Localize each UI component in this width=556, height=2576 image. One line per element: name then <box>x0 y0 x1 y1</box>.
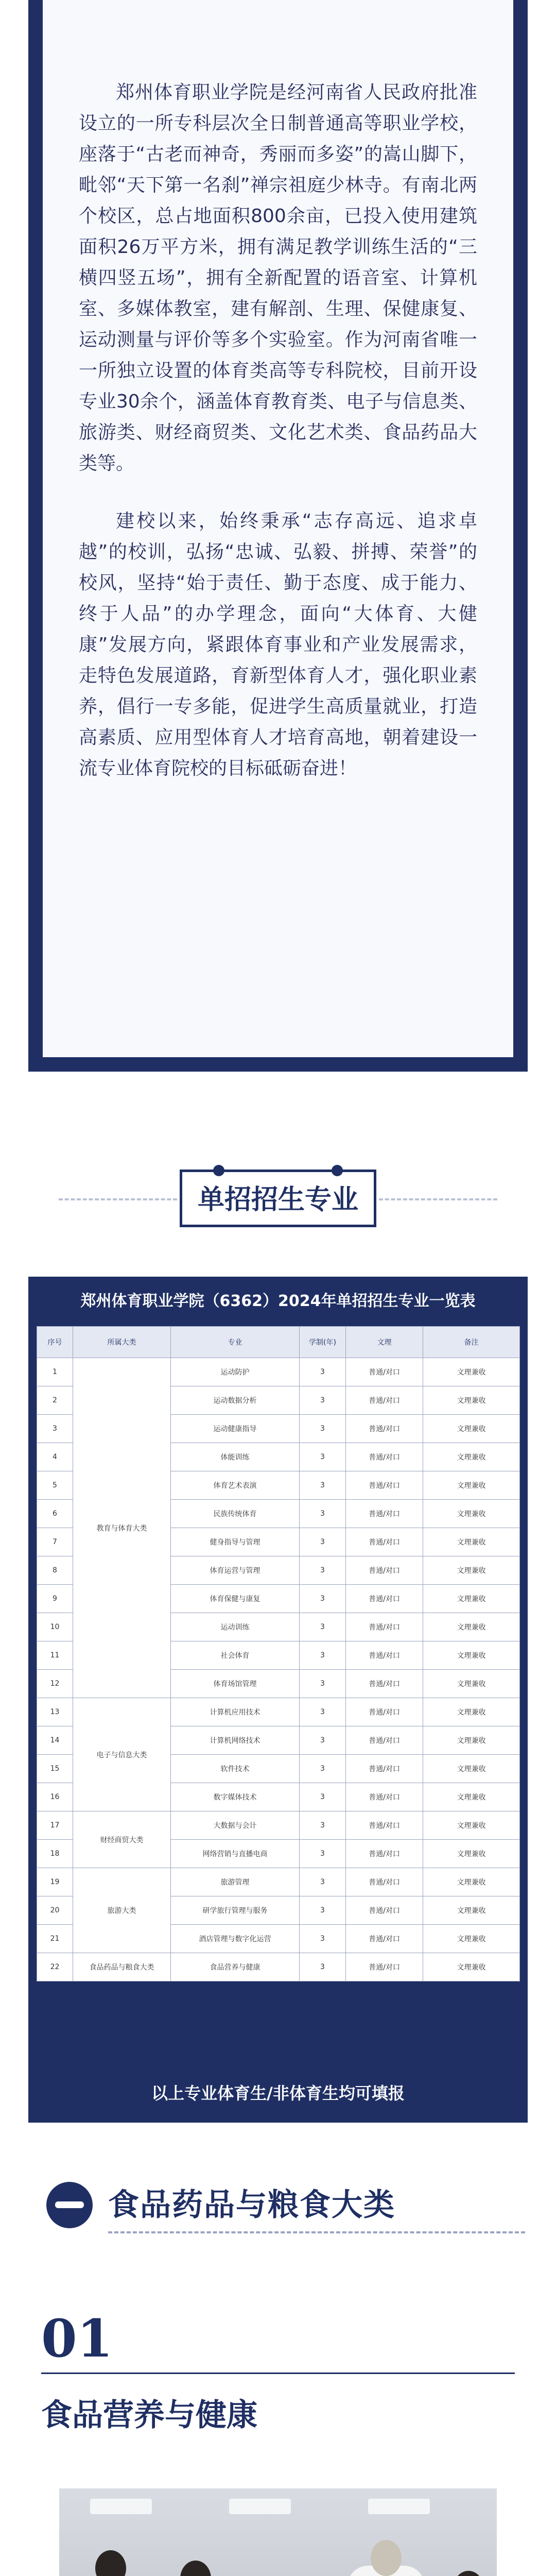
study-years: 3 <box>300 1698 346 1726</box>
study-years: 3 <box>300 1415 346 1443</box>
remark: 文理兼收 <box>423 1386 520 1415</box>
remark: 文理兼收 <box>423 1556 520 1585</box>
row-number: 13 <box>37 1698 73 1726</box>
major-name: 体育场馆管理 <box>171 1670 300 1698</box>
study-years: 3 <box>300 1755 346 1783</box>
study-years: 3 <box>300 1528 346 1556</box>
exam-type: 普通/对口 <box>346 1415 423 1443</box>
table-footer: 以上专业体育生/非体育生均可填报 <box>151 2083 405 2103</box>
student-head <box>95 2550 126 2576</box>
category-title: 食品药品与粮食大类 <box>108 2187 395 2223</box>
remark: 文理兼收 <box>423 1358 520 1386</box>
major-name: 数字媒体技术 <box>171 1783 300 1811</box>
exam-type: 普通/对口 <box>346 1386 423 1415</box>
major-table-frame <box>28 1277 528 2123</box>
major-name: 民族传统体育 <box>171 1500 300 1528</box>
table-row <box>37 1698 520 1726</box>
student-head <box>371 2540 402 2576</box>
row-number: 20 <box>37 1896 73 1925</box>
study-years: 3 <box>300 1443 346 1471</box>
row-number: 22 <box>37 1953 73 1981</box>
major-name: 计算机网络技术 <box>171 1726 300 1755</box>
ceiling-lamp <box>229 2499 291 2514</box>
major-name: 研学旅行管理与服务 <box>171 1896 300 1925</box>
table-body <box>37 1358 520 1981</box>
category-cell: 食品药品与粮食大类 <box>73 1953 171 1981</box>
study-years: 3 <box>300 1868 346 1896</box>
exam-type: 普通/对口 <box>346 1641 423 1670</box>
class-photo <box>59 2488 497 2576</box>
section-title-text: 单招招生专业 <box>197 1184 358 1215</box>
row-number: 6 <box>37 1500 73 1528</box>
row-number: 3 <box>37 1415 73 1443</box>
remark: 文理兼收 <box>423 1953 520 1981</box>
major-name: 健身指导与管理 <box>171 1528 300 1556</box>
col-header: 文理 <box>346 1327 423 1358</box>
study-years: 3 <box>300 1811 346 1840</box>
study-years: 3 <box>300 1896 346 1925</box>
study-years: 3 <box>300 1613 346 1641</box>
table-title: 郑州体育职业学院（6362）2024年单招招生专业一览表 <box>80 1292 476 1310</box>
category-header <box>31 2177 525 2239</box>
major-name: 食品营养与健康 <box>171 1953 300 1981</box>
intro-card <box>43 0 513 1057</box>
major-number: 01 <box>41 2308 113 2369</box>
category-divider <box>108 2231 525 2233</box>
intro-text <box>79 77 477 811</box>
exam-type: 普通/对口 <box>346 1500 423 1528</box>
major-name: 运动训练 <box>171 1613 300 1641</box>
col-header: 学制(年) <box>300 1327 346 1358</box>
remark: 文理兼收 <box>423 1868 520 1896</box>
ceiling-lamp <box>90 2499 152 2514</box>
remark: 文理兼收 <box>423 1755 520 1783</box>
section-title <box>180 1170 376 1227</box>
category-cell: 财经商贸大类 <box>73 1811 171 1868</box>
intro-frame <box>28 0 528 1072</box>
table-row <box>37 1811 520 1840</box>
study-years: 3 <box>300 1386 346 1415</box>
remark: 文理兼收 <box>423 1783 520 1811</box>
remark: 文理兼收 <box>423 1471 520 1500</box>
study-years: 3 <box>300 1840 346 1868</box>
major-name: 运动数据分析 <box>171 1386 300 1415</box>
remark: 文理兼收 <box>423 1896 520 1925</box>
minus-circle-icon <box>46 2182 93 2228</box>
table-row <box>37 1953 520 1981</box>
exam-type: 普通/对口 <box>346 1698 423 1726</box>
row-number: 11 <box>37 1641 73 1670</box>
study-years: 3 <box>300 1953 346 1981</box>
category-cell: 电子与信息大类 <box>73 1698 171 1811</box>
col-header: 专业 <box>171 1327 300 1358</box>
remark: 文理兼收 <box>423 1925 520 1953</box>
col-header: 所属大类 <box>73 1327 171 1358</box>
intro-paragraph-2: 建校以来，始终秉承“志存高远、追求卓越”的校训，弘扬“忠诚、弘毅、拼搏、荣誉”的校风，坚持“始于责任、勤于态度、成于能力、终于人品”的办学理念，面向“大体育、大健康”发展方向，紧跟体育事业和产业发展需求，走特色发展道路，育新型体育人才，强化职业素养，倡行一专多能，促进学生高质量就业，打造高素质、应用型体育人才培育高地，朝着建设一流专业体育院校的目标砥砺奋进！ <box>79 511 477 779</box>
major-name: 体能训练 <box>171 1443 300 1471</box>
category-cell: 旅游大类 <box>73 1868 171 1953</box>
row-number: 10 <box>37 1613 73 1641</box>
study-years: 3 <box>300 1358 346 1386</box>
table-row <box>37 1868 520 1896</box>
study-years: 3 <box>300 1925 346 1953</box>
study-years: 3 <box>300 1585 346 1613</box>
study-years: 3 <box>300 1783 346 1811</box>
exam-type: 普通/对口 <box>346 1358 423 1386</box>
major-name: 酒店管理与数字化运营 <box>171 1925 300 1953</box>
exam-type: 普通/对口 <box>346 1528 423 1556</box>
major-name: 体育保健与康复 <box>171 1585 300 1613</box>
remark: 文理兼收 <box>423 1670 520 1698</box>
major-name: 旅游管理 <box>171 1868 300 1896</box>
table-row <box>37 1358 520 1386</box>
remark: 文理兼收 <box>423 1641 520 1670</box>
exam-type: 普通/对口 <box>346 1443 423 1471</box>
row-number: 4 <box>37 1443 73 1471</box>
remark: 文理兼收 <box>423 1613 520 1641</box>
row-number: 14 <box>37 1726 73 1755</box>
row-number: 9 <box>37 1585 73 1613</box>
row-number: 19 <box>37 1868 73 1896</box>
study-years: 3 <box>300 1726 346 1755</box>
exam-type: 普通/对口 <box>346 1953 423 1981</box>
exam-type: 普通/对口 <box>346 1811 423 1840</box>
remark: 文理兼收 <box>423 1528 520 1556</box>
study-years: 3 <box>300 1641 346 1670</box>
major-name: 运动健康指导 <box>171 1415 300 1443</box>
exam-type: 普通/对口 <box>346 1726 423 1755</box>
study-years: 3 <box>300 1556 346 1585</box>
major-name: 大数据与会计 <box>171 1811 300 1840</box>
table-header-row <box>37 1327 520 1358</box>
row-number: 1 <box>37 1358 73 1386</box>
major-name: 社会体育 <box>171 1641 300 1670</box>
major-name: 计算机应用技术 <box>171 1698 300 1726</box>
row-number: 15 <box>37 1755 73 1783</box>
remark: 文理兼收 <box>423 1726 520 1755</box>
intro-paragraph-1: 郑州体育职业学院是经河南省人民政府批准设立的一所专科层次全日制普通高等职业学校，座落于“古老而神奇，秀丽而多姿”的嵩山脚下，毗邻“天下第一名刹”禅宗祖庭少林寺。有南北两个校区，总占地面积800余亩，已投入使用建筑面积26万平方米，拥有满足教学训练生活的“三横四竖五场”，拥有全新配置的语音室、计算机室、多媒体教室，建有解剖、生理、保健康复、运动测量与评价等多个实验室。作为河南省唯一一所独立设置的体育类高等专科院校，目前开设专业30余个，涵盖体育教育类、电子与信息类、旅游类、财经商贸类、文化艺术类、食品药品大类等。 <box>79 82 477 474</box>
exam-type: 普通/对口 <box>346 1670 423 1698</box>
row-number: 18 <box>37 1840 73 1868</box>
title-dot-right <box>332 1165 343 1176</box>
category-cell: 教育与体育大类 <box>73 1358 171 1698</box>
col-header: 序号 <box>37 1327 73 1358</box>
remark: 文理兼收 <box>423 1415 520 1443</box>
row-number: 21 <box>37 1925 73 1953</box>
row-number: 17 <box>37 1811 73 1840</box>
exam-type: 普通/对口 <box>346 1613 423 1641</box>
student-head <box>180 2561 211 2576</box>
exam-type: 普通/对口 <box>346 1585 423 1613</box>
row-number: 16 <box>37 1783 73 1811</box>
row-number: 8 <box>37 1556 73 1585</box>
number-divider <box>41 2372 515 2374</box>
remark: 文理兼收 <box>423 1500 520 1528</box>
study-years: 3 <box>300 1500 346 1528</box>
exam-type: 普通/对口 <box>346 1840 423 1868</box>
exam-type: 普通/对口 <box>346 1556 423 1585</box>
remark: 文理兼收 <box>423 1443 520 1471</box>
remark: 文理兼收 <box>423 1585 520 1613</box>
exam-type: 普通/对口 <box>346 1471 423 1500</box>
remark: 文理兼收 <box>423 1811 520 1840</box>
major-name: 体育艺术表演 <box>171 1471 300 1500</box>
student-head <box>453 2571 484 2576</box>
exam-type: 普通/对口 <box>346 1896 423 1925</box>
row-number: 12 <box>37 1670 73 1698</box>
row-number: 7 <box>37 1528 73 1556</box>
major-name: 运动防护 <box>171 1358 300 1386</box>
ceiling-lamp <box>368 2499 430 2514</box>
major-name: 软件技术 <box>171 1755 300 1783</box>
major-name: 体育运营与管理 <box>171 1556 300 1585</box>
major-name: 网络营销与直播电商 <box>171 1840 300 1868</box>
major-title: 食品营养与健康 <box>41 2397 257 2433</box>
col-header: 备注 <box>423 1327 520 1358</box>
study-years: 3 <box>300 1471 346 1500</box>
title-dot-left <box>213 1165 224 1176</box>
section-title-wrap <box>0 1170 556 1227</box>
exam-type: 普通/对口 <box>346 1925 423 1953</box>
row-number: 5 <box>37 1471 73 1500</box>
row-number: 2 <box>37 1386 73 1415</box>
exam-type: 普通/对口 <box>346 1868 423 1896</box>
exam-type: 普通/对口 <box>346 1783 423 1811</box>
exam-type: 普通/对口 <box>346 1755 423 1783</box>
remark: 文理兼收 <box>423 1840 520 1868</box>
study-years: 3 <box>300 1670 346 1698</box>
major-table <box>37 1326 520 1981</box>
remark: 文理兼收 <box>423 1698 520 1726</box>
